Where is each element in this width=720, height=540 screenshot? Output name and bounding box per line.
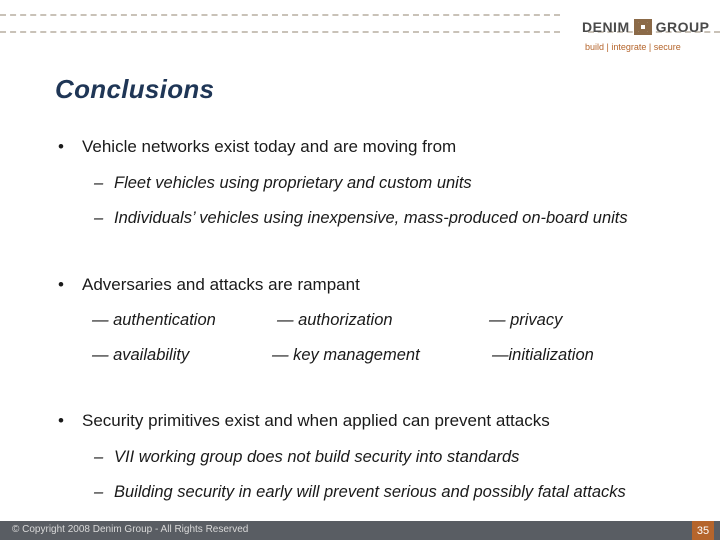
sub-bullet-icon: – — [94, 448, 104, 466]
sub-bullet-icon: – — [94, 209, 104, 227]
slide-title: Conclusions — [55, 74, 215, 104]
sub-bullet-text: VII working group does not build security into standards — [114, 448, 520, 466]
attack-item: — availability — [92, 346, 190, 364]
bullet-item — [58, 137, 456, 157]
logo-tagline: build | integrate | secure — [585, 42, 681, 52]
sub-bullet-text: Fleet vehicles using proprietary and custom units — [114, 174, 472, 192]
bullet-text: Security primitives exist and when applied can prevent attacks — [82, 411, 550, 430]
logo-mark-icon — [634, 19, 652, 35]
attack-item: — authorization — [277, 311, 393, 329]
bullet-icon: • — [58, 275, 64, 294]
sub-bullet-icon: – — [94, 483, 104, 501]
sub-bullet-item — [94, 209, 628, 228]
company-logo — [582, 16, 709, 38]
sub-bullet-text: Individuals’ vehicles using inexpensive, mass-produced on-board units — [114, 209, 628, 227]
attack-item: —initialization — [492, 346, 594, 364]
attack-item: — privacy — [489, 311, 563, 329]
header-dashed-line — [0, 14, 560, 16]
header-dashed-line — [0, 31, 560, 33]
bullet-text: Vehicle networks exist today and are moving from — [82, 137, 457, 156]
copyright-text: © Copyright 2008 Denim Group - All Rights Reserved — [12, 524, 249, 535]
sub-bullet-item — [94, 483, 626, 502]
logo-word-left: DENIM — [582, 19, 630, 35]
bullet-item — [58, 275, 360, 295]
sub-bullet-text: Building security in early will prevent serious and possibly fatal attacks — [114, 483, 626, 501]
sub-bullet-item — [94, 174, 472, 193]
sub-bullet-item — [94, 448, 519, 467]
bullet-icon: • — [58, 411, 64, 430]
bullet-text: Adversaries and attacks are rampant — [82, 275, 360, 294]
logo-word-right: GROUP — [655, 19, 710, 35]
attack-item: — authentication — [92, 311, 216, 329]
bullet-icon: • — [58, 137, 64, 156]
page-number-badge: 35 — [692, 521, 714, 540]
bullet-item — [58, 411, 550, 431]
attack-item: — key management — [272, 346, 420, 364]
sub-bullet-icon: – — [94, 174, 104, 192]
slide-footer — [0, 521, 720, 540]
